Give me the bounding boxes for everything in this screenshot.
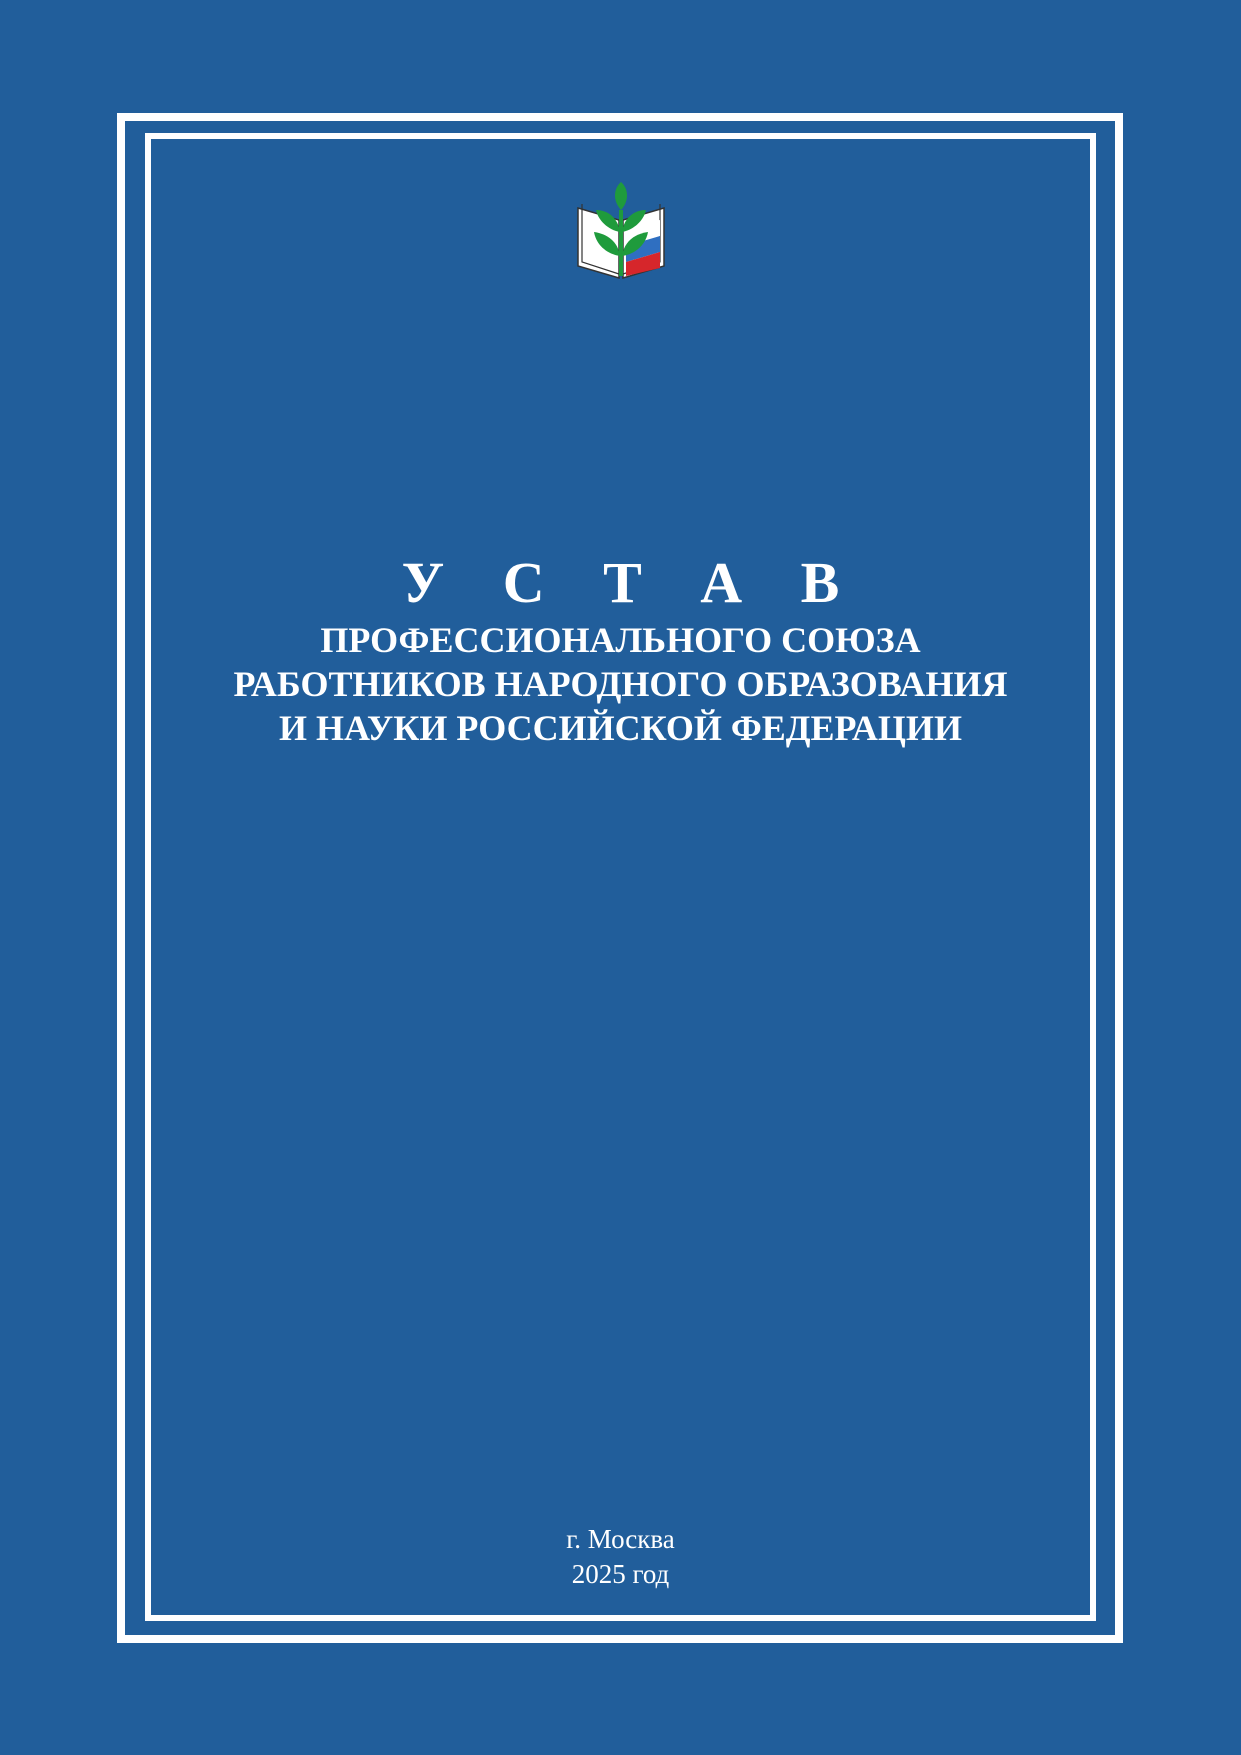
title-line-1: ПРОФЕССИОНАЛЬНОГО СОЮЗА	[320, 620, 921, 660]
inner-frame-border	[145, 133, 1096, 1621]
title-line-3: И НАУКИ РОССИЙСКОЙ ФЕДЕРАЦИИ	[279, 708, 962, 748]
union-emblem-book-sprout-icon	[574, 180, 668, 286]
publication-city: г. Москва	[566, 1524, 675, 1554]
title-main: У С Т А В	[401, 550, 862, 615]
publication-year: 2025 год	[571, 1559, 670, 1589]
publication-info	[145, 1522, 1096, 1592]
document-title	[145, 548, 1096, 750]
title-line-2: РАБОТНИКОВ НАРОДНОГО ОБРАЗОВАНИЯ	[233, 664, 1008, 704]
